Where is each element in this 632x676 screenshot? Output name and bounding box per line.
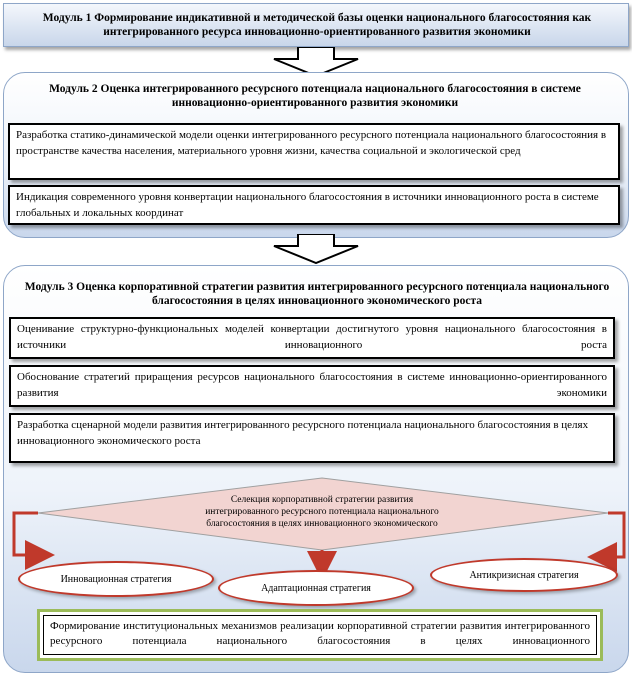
- selection-text-line-1: Селекция корпоративной стратегии развития: [230, 495, 414, 505]
- module-2-box-2: Индикация современного уровня конвертации национального благосостояния в источники инновационного роста в системе глобальных и локальных координат: [8, 185, 620, 225]
- module-2-box-1: Разработка статико-динамической модели оценки интегрированного ресурсного потенциала национального благосостояния в пространстве качества населения, материального уровня жизни, качества социальной и экологической сред: [8, 123, 620, 180]
- left-connector-arrow: [14, 513, 40, 555]
- institutional-mechanisms-frame: [37, 609, 603, 661]
- module-3-box-2: Обоснование стратегий приращения ресурсов национального благосостояния в системе инновационно-ориентированного развития экономики: [9, 365, 615, 407]
- anticrisis-strategy-ellipse: [430, 558, 618, 592]
- institutional-mechanisms-text: Формирование институциональных механизмов реализации корпоративной стратегии развития интегрированного ресурсного потенциала национального благосостояния в целях инновационного: [43, 615, 597, 655]
- module-3-box-3: Разработка сценарной модели развития интегрированного ресурсного потенциала национального благосостояния в целях инновационного экономического роста: [9, 413, 615, 463]
- module-1-title: Модуль 1 Формирование индикативной и методической базы оценки национального благосостояния как интегрированного ресурса инновационно-ориентированного развития экономики: [42, 12, 592, 38]
- anticrisis-strategy-label: Антикризисная стратегия: [469, 569, 579, 581]
- selection-text-line-2: интегрированного ресурсного потенциала национального: [205, 507, 439, 517]
- module-3-box-1: Оценивание структурно-функциональных моделей конвертации достигнутого уровня национального благосостояния в источники инновационного роста: [9, 317, 615, 359]
- right-connector-arrow: [602, 513, 624, 557]
- module-3-title: Модуль 3 Оценка корпоративной стратегии развития интегрированного ресурсного потенциала национального благосостояния в целях инновационного экономического роста: [24, 281, 610, 307]
- adaptation-strategy-ellipse: [218, 570, 414, 606]
- innovation-strategy-ellipse: [18, 561, 214, 597]
- module-2-title: Модуль 2 Оценка интегрированного ресурсного потенциала национального благосостояния в системе инновационно-ориентированного развития экономики: [49, 83, 581, 109]
- selection-text-line-3: благосостояния в целях инновационного экономического: [206, 519, 438, 529]
- adaptation-strategy-label: Адаптационная стратегия: [261, 582, 371, 594]
- innovation-strategy-label: Инновационная стратегия: [60, 573, 172, 585]
